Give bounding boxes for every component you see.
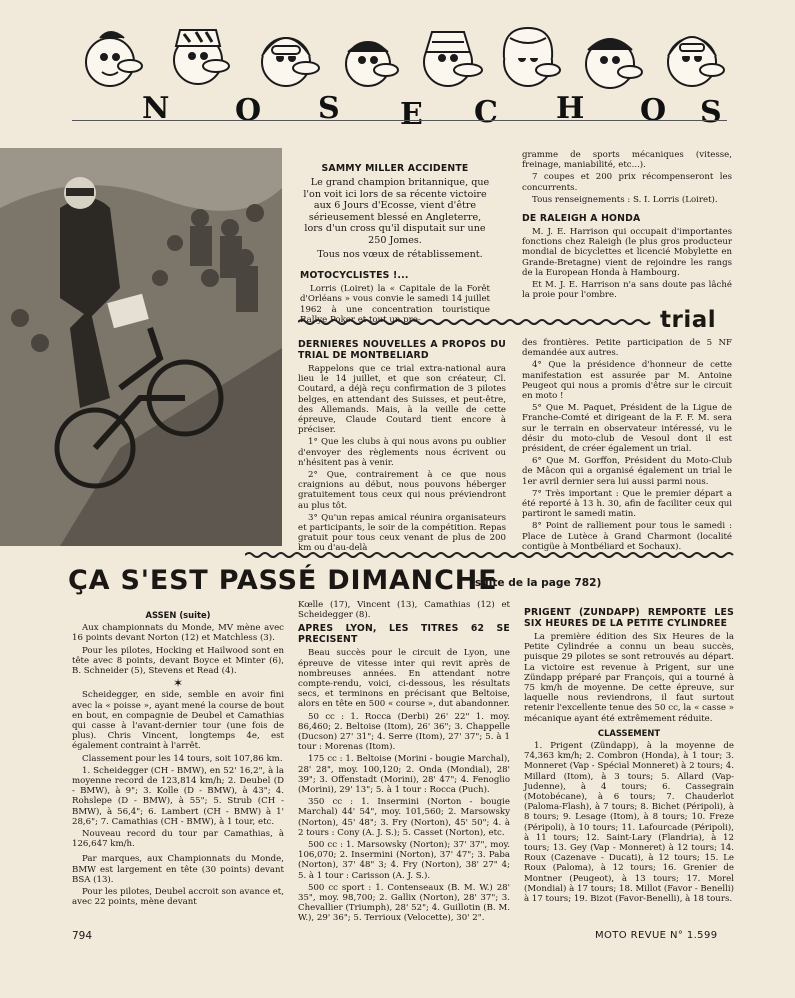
wavy-divider-dimanche <box>245 551 735 559</box>
lyon-50cc: 50 cc : 1. Rocca (Derbi) 26' 22" 1. moy. 86,460; 2. Beltoise (Itom), 26' 36"; 3. Chappelle (Ducson) 27' 31"; 4. Serre (Itom), 27' 37"; 5. à 1 tour : Morenas (Itom). <box>298 711 510 753</box>
sammy-miller-heading: SAMMY MILLER ACCIDENTE <box>321 163 469 174</box>
raleigh-honda-closing: Et M. J. E. Harrison n'a sans doute pas lâché la proie pour l'ombre. <box>522 280 732 301</box>
banner-letter: E <box>400 97 423 132</box>
lyon-p1: Beau succès pour le circuit de Lyon, une épreuve de vitesse inter qui revit après de nombreuses années. En attendant notre compte-rendu, voici, ci-dessous, les résultats secs, et terminons en précisant que Beltoise, alors en tête en 500 « course », dut abandonner. <box>298 648 510 710</box>
dimanche-subtitle: (suite de la page 782) <box>470 577 602 589</box>
banner-letter: N <box>142 91 170 126</box>
motocyclistes-text: Lorris (Loiret) la « Capitale de la Forêt d'Orléans » vous convie le samedi 14 juillet 1962 à une concentration touristique Rallye Poker et tout un pro- <box>300 284 490 325</box>
assen-p2: Pour les pilotes, Hocking et Hailwood sont en tête avec 8 points, devant Boyce et Minter (6), B. Schneider (5), Stevens et Read (4). <box>72 645 284 677</box>
lyon-175cc: 175 cc : 1. Beltoise (Morini - bougie Marchal), 28' 28", moy. 100,120; 2. Onda (Mondial), 28' 39"; 3. Offenstadt (Morini), 28' 47"; 4. Fenoglio (Morini), 29' 13"; 5. à 1 tour : Rocca (Puch). <box>298 754 510 796</box>
coupes-text: 7 coupes et 200 prix récompenseront les concurrents. <box>522 172 732 193</box>
assen-p4: Classement pour les 14 tours, soit 107,86 km. <box>82 753 283 764</box>
lyon-article <box>298 600 510 926</box>
assen-heading: ASSEN (suite) <box>145 610 211 620</box>
banner-letter: H <box>556 91 585 126</box>
trial-intro: Rappelons que ce trial extra-national aura lieu le 14 juillet, et que son créateur, Cl. Coutard, a déjà reçu confirmation de 3 pilotes belges, en attendant des Suisses, et peut-être, des Allemands. Mais, à la veille de cette épreuve, Claude Coutard tient encore à préciser. <box>298 364 506 436</box>
trial-point-2: 2° Que, contrairement à ce que nous craignions au début, nous pouvons héberger gratuitement tous ceux qui nous préviendront au plus tôt. <box>298 470 506 511</box>
banner-letter: C <box>474 95 498 130</box>
banner-letter: O <box>235 93 262 128</box>
prigent-p1: La première édition des Six Heures de la Petite Cylindrée a connu un beau succès, puisque 29 pilotes se sont retrouvés au départ. La victoire est revenue à Prigent, sur une Zündapp préparé par François, qui a tourné à 75 km/h de moyenne. De cette épreuve, sur laquelle nous reviendrons, il faut surtout retenir l'excellente tenue des 50 cc, la « casse » mécanique ayant été extrêmement réduite. <box>524 632 734 724</box>
trial-point-4: 4° Que la présidence d'honneur de cette manifestation est assurée par M. Antoine Peugeot qui nous a promis d'être sur le circuit en moto ! <box>522 360 732 402</box>
classement-heading: CLASSEMENT <box>597 727 661 738</box>
lyon-500cc: 500 cc : 1. Marsowsky (Norton); 37' 37", moy. 106,070; 2. Insermini (Norton), 37' 47"; 3. Paba (Norton), 37' 48" 3; 4. Fry (Norton), 38' 27" 4; 5. à 1 tour : Carisson (A. J. S.). <box>298 840 510 881</box>
lyon-350cc: 350 cc : 1. Insermini (Norton - bougie Marchal) 44' 54", moy. 101,560; 2. Marsowsky (Norton), 45' 48"; 3. Fry (Norton), 45' 50"; 4. à 2 tours : Cony (A. J. S.); 5. Casset (Norton), etc. <box>298 797 510 838</box>
prigent-classement: 1. Prigent (Zündapp), à la moyenne de 74,363 km/h; 2. Combron (Honda), à 1 tour; 3. Monneret (Vap - Spécial Monneret) à 2 tours; 4. Millard (Itom), à 3 tours; 5. Allard (Vap-Judenne), à 4 tours; 6. Cassegrain (Motobécane), à 6 tours; 7. Chauderlot (Paloma-Flash), à 7 tours; 8. Bichet (Péripoli), à 8 tours; 9. Lesage (Itom), à 8 tours; 10. Freze (Péripoli), à 10 tours; 11. Lafourcade (Péripoli), à 11 tours; 12. Saint-Lary (Flandria), à 12 tours; 13. Gey (Vap - Monneret) à 12 tours; 14. Roux (Cazenave - Ducati), à 12 tours; 15. Le Roux (Paloma), à 12 tours; 16. Grenier de Montner (Peugeot), à 13 tours; 17. Morel (Mondial) à 17 tours; 18. Millot (Favor - Benelli) à 17 tours; 19. Bizot (Favor-Benelli), à 18 tours. <box>524 741 734 905</box>
trial-article-left <box>298 336 506 556</box>
assen-p3: Scheidegger, en side, semble en avoir fini avec la « poisse », ayant mené la course de bout en bout, en compagnie de Deubel et Camathias qui casse à l'avant-dernier tour (une fois de plus). Chris Vincent, longtemps 4e, est également contraint à l'arrêt. <box>72 690 284 752</box>
programme-text: gramme de sports mécaniques (vitesse, freinage, maniabilité, etc...). <box>522 150 732 171</box>
nos-echos-banner <box>70 22 730 140</box>
raleigh-honda-heading: DE RALEIGH A HONDA <box>522 213 641 225</box>
trial-point-5: 5° Que M. Paquet, Président de la Ligue de Franche-Comté et dirigeant de la F. F. M. sera sur le terrain en observateur intéressé, vu le désir du moto-club de Vesoul dont il est président, de créer également un trial. <box>522 403 732 455</box>
trial-point-8: 8° Point de ralliement pour tous le samedi : Place de Lutèce à Grand Charmont (localité contigüe à Montbéliard et Sochaux). <box>522 521 732 552</box>
banner-letter: O <box>640 93 667 128</box>
trial-point-7: 7° Très important : Que le premier départ a été reporté à 13 h. 30, afin de faciliter ceux qui partiront le samedi matin. <box>522 488 732 520</box>
raleigh-honda-text: M. J. E. Harrison qui occupait d'importantes fonctions chez Raleigh (le plus gros producteur mondial de bicyclettes et licencié Mobylette en Grande-Bretagne) vient de rejoindre les rangs de la European Honda à Hambourg. <box>522 227 732 278</box>
banner-letter: S <box>318 91 340 126</box>
banner-rule <box>72 120 727 121</box>
lyon-heading: APRES LYON, LES TITRES 62 SE PRECISENT <box>298 623 510 646</box>
trial-article-right <box>522 338 732 554</box>
dimanche-title: ÇA S'EST PASSÉ DIMANCHE <box>68 565 498 596</box>
banner-letter: S <box>700 95 722 130</box>
trial-point-1: 1° Que les clubs à qui nous avons pu oublier d'envoyer des règlements nous écrivent ou n'hésitent pas à venir. <box>298 437 506 468</box>
sammy-miller-closing: Tous nos vœux de rétablissement. <box>317 248 483 260</box>
assen-p7: Par marques, aux Championnats du Monde, BMW est largement en tête (30 points) devant BSA (13). <box>72 854 284 885</box>
assen-p8: Pour les pilotes, Deubel accroit son avance et, avec 22 points, mène devant <box>72 887 284 908</box>
assen-p6: Nouveau record du tour par Camathias, à 126,647 km/h. <box>72 829 284 850</box>
lyon-p0: Kœlle (17), Vincent (13), Camathias (12) et Scheidegger (8). <box>298 600 510 621</box>
caricature-faces <box>86 28 724 88</box>
sammy-miller-text: Le grand champion britannique, que l'on voit ici lors de sa récente victoire aux 6 Jours d'Ecosse, vient d'être sérieusement blessé en Angleterre, lors d'un cross qu'il disputait sur une 250 Jomes. <box>303 177 490 246</box>
assen-p5: 1. Scheidegger (CH - BMW), en 52' 16,2", à la moyenne record de 123,814 km/h; 2. Deubel (D - BMW), à 9"; 3. Kolle (D - BMW), à 43"; 4. Rohslepe (D - BMW), à 55"; 5. Strub (CH - BMW), à 56,4"; 6. Lambert (CH - BMW) à 1' 28,6"; 7. Camathias (CH - BMW), à 1 tour, etc. <box>72 765 284 827</box>
assen-p1: Aux championnats du Monde, MV mène avec 16 points devant Norton (12) et Matchless (3). <box>72 623 284 644</box>
trial-point-6: 6° Que M. Gorffon, Président du Moto-Club de Mâcon qui a organisé également un trial le 1er avril dernier sera lui aussi parmi nous. <box>522 456 732 487</box>
motocyclistes-heading: MOTOCYCLISTES !... <box>300 270 409 282</box>
trial-logo: trial <box>660 307 717 333</box>
sammy-miller-article <box>300 160 490 327</box>
right-top-column <box>522 150 732 302</box>
sammy-miller-photo <box>0 148 282 546</box>
trial-point-3: 3° Qu'un repas amical réunira organisateurs et participants, le soir de la compétition. Repas gratuit pour tous ceux venant de plus de 200 km ou d'au-delà <box>298 512 506 554</box>
lyon-500cc-sport: 500 cc sport : 1. Contenseaux (B. M. W.) 28' 35", moy. 98,700; 2. Gallix (Norton), 28' 37"; 3. Chevallier (Triumph), 28' 52"; 4. Guillotin (B. M. W.), 29' 36"; 5. Terrioux (Velocette), 30' 2". <box>298 882 510 924</box>
prigent-heading: PRIGENT (ZUNDAPP) REMPORTE LES SIX HEURES DE LA PETITE CYLINDREE <box>524 607 734 629</box>
star-separator: ✶ <box>172 676 184 691</box>
trial-heading: DERNIERES NOUVELLES A PROPOS DU TRIAL DE MONTBELIARD <box>298 339 506 361</box>
renseignements-text: Tous renseignements : S. I. Lorris (Loiret). <box>532 194 718 205</box>
trial-frontieres: des frontières. Petite participation de 5 NF demandée aux autres. <box>522 338 732 359</box>
page-number: 794 <box>72 930 93 942</box>
assen-article <box>72 606 284 909</box>
magazine-issue: MOTO REVUE N° 1.599 <box>595 930 718 941</box>
prigent-article <box>524 604 734 906</box>
wavy-divider-trial <box>298 318 656 326</box>
